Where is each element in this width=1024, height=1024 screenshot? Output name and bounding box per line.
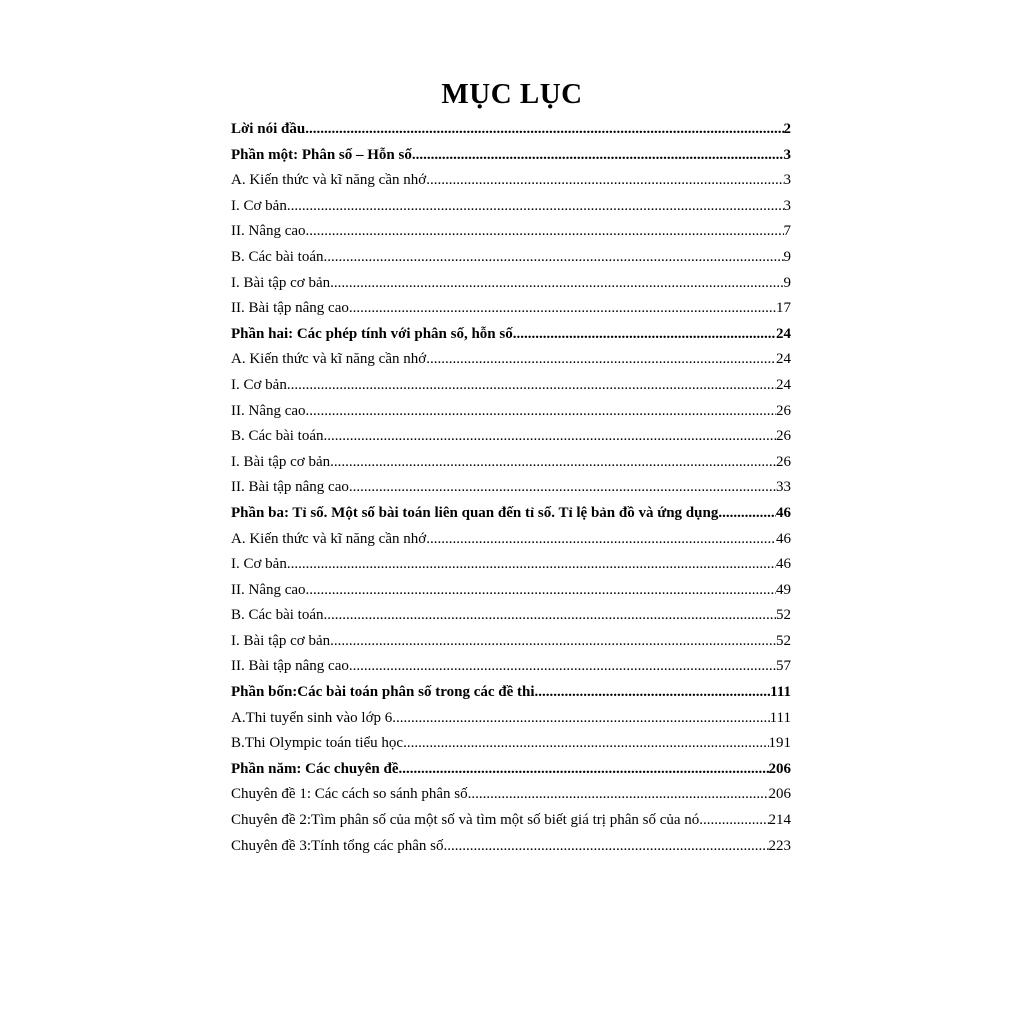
toc-dot-leader [718, 501, 776, 527]
toc-entry-label: II. Nâng cao [231, 223, 306, 240]
toc-entry [231, 731, 791, 757]
toc-entry-label: Phần năm: Các chuyên đề [231, 760, 399, 777]
toc-entry-page-number: 46 [776, 530, 791, 547]
toc-dot-leader [426, 168, 783, 194]
toc-entry-label: Chuyên đề 1: Các cách so sánh phân số [231, 786, 468, 803]
toc-entry-page-number: 24 [776, 376, 791, 393]
toc-entry [231, 271, 791, 297]
toc-dot-leader [287, 552, 776, 578]
toc-entry [231, 552, 791, 578]
toc-dot-leader [513, 322, 776, 348]
toc-dot-leader [403, 731, 768, 757]
toc-dot-leader [287, 373, 776, 399]
toc-entry-page-number: 17 [776, 300, 791, 317]
toc-entry [231, 245, 791, 271]
toc-entry-page-number: 52 [776, 632, 791, 649]
toc-entry-page-number: 26 [776, 402, 791, 419]
toc-entry [231, 194, 791, 220]
toc-entry-label: A.Thi tuyển sinh vào lớp 6 [231, 709, 393, 726]
toc-dot-leader [323, 603, 776, 629]
toc-entry-label: Lời nói đầu [231, 121, 306, 137]
toc-entry-label: Phần một: Phân số – Hỗn số [231, 146, 412, 163]
toc-entry-label: Chuyên đề 3:Tính tổng các phân số [231, 837, 444, 854]
toc-entry-label: II. Nâng cao [231, 581, 306, 598]
toc-entry-label: II. Nâng cao [231, 402, 306, 419]
toc-dot-leader [426, 527, 776, 553]
toc-entry [231, 706, 791, 732]
toc-entry [231, 527, 791, 553]
toc-dot-leader [330, 271, 783, 297]
toc-entry-page-number: 57 [776, 658, 791, 675]
toc-dot-leader [323, 245, 783, 271]
toc-entry [231, 373, 791, 399]
toc-entry-label: A. Kiến thức và kĩ năng cần nhớ [231, 172, 427, 189]
toc-entry [231, 219, 791, 245]
toc-entry-label: Phần ba: Tỉ số. Một số bài toán liên quan đến tỉ số. Tỉ lệ bản đồ và ứng dụng [231, 504, 719, 521]
toc-entry [231, 808, 791, 834]
toc-entry-label: B. Các bài toán [231, 248, 324, 265]
toc-entry-label: A. Kiến thức và kĩ năng cần nhớ [231, 530, 427, 547]
toc-entry-label: II. Bài tập nâng cao [231, 300, 349, 317]
toc-entry-page-number: 24 [776, 351, 791, 368]
toc-dot-leader [287, 194, 784, 220]
toc-entry-page-number: 214 [768, 812, 791, 829]
toc-entry-page-number: 52 [776, 607, 791, 624]
toc-entry-label: I. Cơ bản [231, 556, 287, 573]
toc-entry-page-number: 9 [783, 248, 791, 265]
toc-entry-page-number: 24 [776, 325, 791, 342]
toc-entry [231, 834, 791, 860]
toc-entry-page-number: 46 [776, 556, 791, 573]
toc-entry [231, 629, 791, 655]
toc-dot-leader [323, 424, 776, 450]
toc-entry-label: Chuyên đề 2:Tìm phân số của một số và tìm một số biết giá trị phân số của nó [231, 812, 700, 829]
toc-dot-leader [330, 629, 776, 655]
toc-dot-leader [349, 654, 776, 680]
table-of-contents [231, 117, 791, 859]
toc-entry [231, 757, 791, 783]
toc-entry-page-number: 26 [776, 428, 791, 445]
toc-dot-leader [306, 399, 776, 425]
toc-entry [231, 399, 791, 425]
toc-entry-label: A. Kiến thức và kĩ năng cần nhớ [231, 351, 427, 368]
toc-entry-label: B. Các bài toán [231, 607, 324, 624]
toc-entry-label: B.Thi Olympic toán tiểu học [231, 735, 404, 752]
toc-entry [231, 296, 791, 322]
toc-dot-leader [349, 296, 776, 322]
toc-entry [231, 475, 791, 501]
toc-entry [231, 782, 791, 808]
toc-entry [231, 117, 791, 143]
toc-entry-label: Phần bốn:Các bài toán phân số trong các đề thi [231, 684, 535, 701]
toc-dot-leader [699, 808, 768, 834]
toc-entry-page-number: 3 [783, 172, 791, 189]
toc-entry-page-number: 223 [768, 837, 791, 854]
toc-dot-leader [306, 219, 784, 245]
toc-dot-leader [535, 680, 771, 706]
toc-entry [231, 603, 791, 629]
toc-entry-page-number: 7 [783, 223, 791, 240]
toc-entry [231, 501, 791, 527]
toc-dot-leader [392, 706, 769, 732]
toc-entry-page-number: 33 [776, 479, 791, 496]
toc-entry-page-number: 191 [768, 735, 791, 752]
toc-entry [231, 347, 791, 373]
toc-dot-leader [399, 757, 769, 783]
toc-entry-label: I. Bài tập cơ bản [231, 632, 331, 649]
toc-entry [231, 578, 791, 604]
toc-entry-page-number: 206 [768, 786, 791, 803]
toc-entry-label: B. Các bài toán [231, 428, 324, 445]
toc-dot-leader [412, 143, 784, 169]
toc-entry-label: II. Bài tập nâng cao [231, 658, 349, 675]
toc-entry [231, 654, 791, 680]
toc-dot-leader [443, 834, 768, 860]
toc-entry [231, 168, 791, 194]
toc-entry [231, 424, 791, 450]
toc-entry [231, 143, 791, 169]
toc-entry-label: I. Bài tập cơ bản [231, 453, 331, 470]
toc-entry [231, 322, 791, 348]
toc-dot-leader [330, 450, 776, 476]
toc-entry-page-number: 206 [768, 760, 791, 777]
toc-entry-page-number: 9 [783, 274, 791, 291]
toc-dot-leader [349, 475, 776, 501]
toc-dot-leader [305, 117, 783, 143]
toc-entry-label: II. Bài tập nâng cao [231, 479, 349, 496]
toc-entry-label: Phần hai: Các phép tính với phân số, hỗn số [231, 325, 513, 342]
toc-entry [231, 450, 791, 476]
toc-entry-label: I. Bài tập cơ bản [231, 274, 331, 291]
toc-entry [231, 680, 791, 706]
toc-entry-label: I. Cơ bản [231, 197, 287, 214]
page-title: MỤC LỤC [441, 78, 583, 110]
toc-entry-page-number: 2 [783, 121, 791, 137]
toc-entry-label: I. Cơ bản [231, 376, 287, 393]
toc-entry-page-number: 3 [783, 146, 791, 163]
toc-entry-page-number: 111 [770, 684, 791, 701]
toc-entry-page-number: 46 [776, 504, 791, 521]
toc-dot-leader [468, 782, 769, 808]
toc-dot-leader [306, 578, 776, 604]
toc-entry-page-number: 26 [776, 453, 791, 470]
toc-entry-page-number: 111 [769, 709, 791, 726]
toc-dot-leader [426, 347, 776, 373]
toc-entry-page-number: 3 [783, 197, 791, 214]
toc-entry-page-number: 49 [776, 581, 791, 598]
